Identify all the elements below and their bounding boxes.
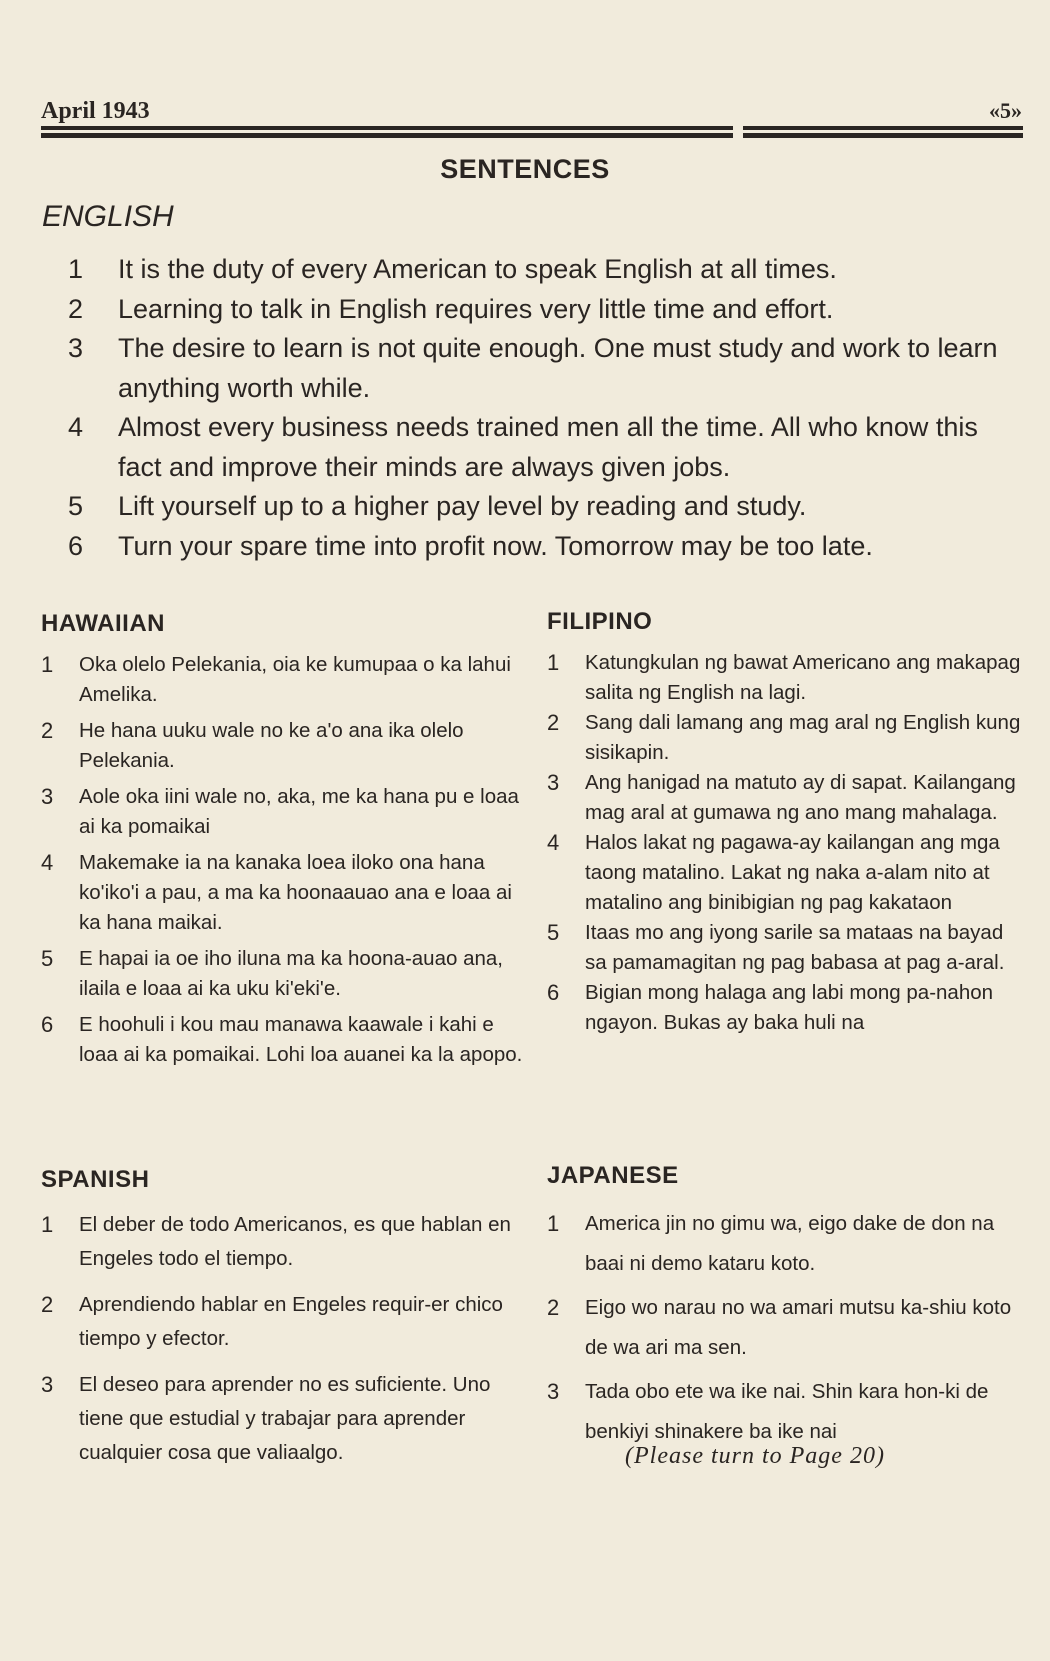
spanish-item (41, 1288, 523, 1356)
item-text: Eigo wo narau no wa amari mutsu ka-shiu koto de wa ari ma sen. (585, 1296, 1012, 1359)
item-text: Turn your spare time into profit now. Tomorrow may be too late. (118, 530, 873, 561)
item-text: Sang dali lamang ang mag aral ng English kung sisikapin. (585, 711, 1021, 764)
item-number: 4 (547, 830, 560, 855)
japanese-item (547, 1204, 1029, 1284)
item-number: 4 (68, 412, 84, 442)
item-text: El deseo para aprender no es suficiente. Uno tiene que estudial y trabajar para aprender cualquier cosa que valiaalgo. (79, 1373, 491, 1464)
item-text: Tada obo ete wa ike nai. Shin kara hon-ki de benkiyi shinakere ba ike nai (585, 1380, 989, 1443)
item-number: 3 (547, 1379, 560, 1404)
english-list (68, 250, 1028, 566)
item-number: 6 (41, 1012, 54, 1037)
item-text: It is the duty of every American to speak English at all times. (118, 254, 837, 284)
item-number: 1 (68, 254, 84, 284)
english-heading: ENGLISH (42, 200, 174, 233)
item-number: 1 (547, 1211, 560, 1236)
item-number: 3 (68, 333, 84, 363)
hawaiian-heading: HAWAIIAN (41, 610, 165, 637)
japanese-list (547, 1204, 1029, 1452)
japanese-item (547, 1288, 1029, 1368)
filipino-item (547, 648, 1029, 708)
english-item (68, 250, 1028, 290)
item-number: 1 (41, 1212, 54, 1237)
item-text: He hana uuku wale no ke a'o ana ika olelo Pelekania. (79, 719, 464, 772)
item-text: E hoohuli i kou mau manawa kaawale i kahi e loaa ai ka pomaikai. Lohi loa auanei ka la apopo. (79, 1013, 523, 1066)
hawaiian-item (41, 1010, 523, 1070)
item-number: 2 (547, 710, 560, 735)
item-number: 6 (68, 530, 84, 561)
hawaiian-item (41, 848, 523, 938)
item-number: 3 (41, 784, 54, 809)
spanish-list (41, 1208, 523, 1470)
item-number: 3 (41, 1372, 54, 1397)
item-text: Ang hanigad na matuto ay di sapat. Kailangang mag aral at gumawa ng ano mang mahalaga. (585, 771, 1016, 824)
item-text: America jin no gimu wa, eigo dake de don na baai ni demo kataru koto. (585, 1212, 995, 1275)
hawaiian-item (41, 650, 523, 710)
item-text: Aole oka iini wale no, aka, me ka hana pu e loaa ai ka pomaikai (79, 785, 519, 838)
item-text: Katungkulan ng bawat Americano ang makapag salita ng English na lagi. (585, 651, 1021, 704)
item-text: Lift yourself up to a higher pay level by reading and study. (118, 491, 807, 521)
item-text: Bigian mong halaga ang labi mong pa-nahon ngayon. Bukas ay baka huli na (585, 981, 994, 1034)
item-number: 5 (68, 491, 84, 521)
item-text: Itaas mo ang iyong sarile sa mataas na bayad sa pamamagitan ng pag babasa at pag a-aral. (585, 921, 1005, 974)
item-text: Learning to talk in English requires very little time and effort. (118, 293, 834, 324)
issue-date: April 1943 (41, 98, 150, 124)
item-number: 1 (41, 652, 54, 677)
page-number: «5» (989, 98, 1022, 123)
header-rule-left-thick (41, 133, 733, 138)
english-item (68, 408, 1028, 487)
item-number: 3 (547, 770, 560, 795)
spanish-heading: SPANISH (41, 1166, 150, 1193)
item-text: Almost every business needs trained men all the time. All who know this fact and improve their minds are always given jobs. (118, 412, 978, 482)
japanese-item (547, 1372, 1029, 1452)
spanish-item (41, 1368, 523, 1470)
item-number: 4 (41, 850, 54, 875)
header-rule-left-thin (41, 126, 733, 130)
hawaiian-item (41, 944, 523, 1004)
english-item (68, 487, 1028, 527)
hawaiian-item (41, 782, 523, 842)
item-text: The desire to learn is not quite enough. One must study and work to learn anything worth while. (118, 333, 998, 403)
english-item (68, 329, 1028, 408)
item-text: Aprendiendo hablar en Engeles requir-er chico tiempo y efector. (79, 1293, 503, 1350)
item-number: 1 (547, 650, 560, 675)
item-number: 2 (68, 293, 84, 324)
filipino-item (547, 828, 1029, 918)
item-text: Oka olelo Pelekania, oia ke kumupaa o ka lahui Amelika. (79, 653, 511, 706)
english-item (68, 527, 1028, 567)
item-number: 2 (41, 718, 54, 743)
filipino-item (547, 918, 1029, 978)
header-rule-right-thick (743, 133, 1023, 138)
filipino-item (547, 768, 1029, 828)
item-text: Halos lakat ng pagawa-ay kailangan ang mga taong matalino. Lakat ng naka a-alam nito at matalino ang binibigian ng pag kakataon (585, 831, 1000, 914)
item-number: 5 (41, 946, 54, 971)
continuation-note: (Please turn to Page 20) (625, 1443, 885, 1469)
item-number: 2 (547, 1295, 560, 1320)
page-title: SENTENCES (440, 154, 610, 184)
item-text: Makemake ia na kanaka loea iloko ona hana ko'iko'i a pau, a ma ka hoonaauao ana e loaa ai ka hana maikai. (79, 851, 512, 934)
item-number: 6 (547, 980, 560, 1005)
spanish-item (41, 1208, 523, 1276)
item-text: El deber de todo Americanos, es que hablan en Engeles todo el tiempo. (79, 1213, 511, 1270)
hawaiian-list (41, 650, 523, 1070)
filipino-heading: FILIPINO (547, 608, 653, 635)
filipino-list (547, 648, 1029, 1038)
header-rule-right-thin (743, 126, 1023, 130)
japanese-heading: JAPANESE (547, 1162, 679, 1189)
item-number: 5 (547, 920, 560, 945)
filipino-item (547, 978, 1029, 1038)
item-text: E hapai ia oe iho iluna ma ka hoona-auao ana, ilaila e loaa ai ka uku ki'eki'e. (79, 947, 503, 1000)
english-item (68, 290, 1028, 330)
hawaiian-item (41, 716, 523, 776)
filipino-item (547, 708, 1029, 768)
item-number: 2 (41, 1292, 54, 1317)
